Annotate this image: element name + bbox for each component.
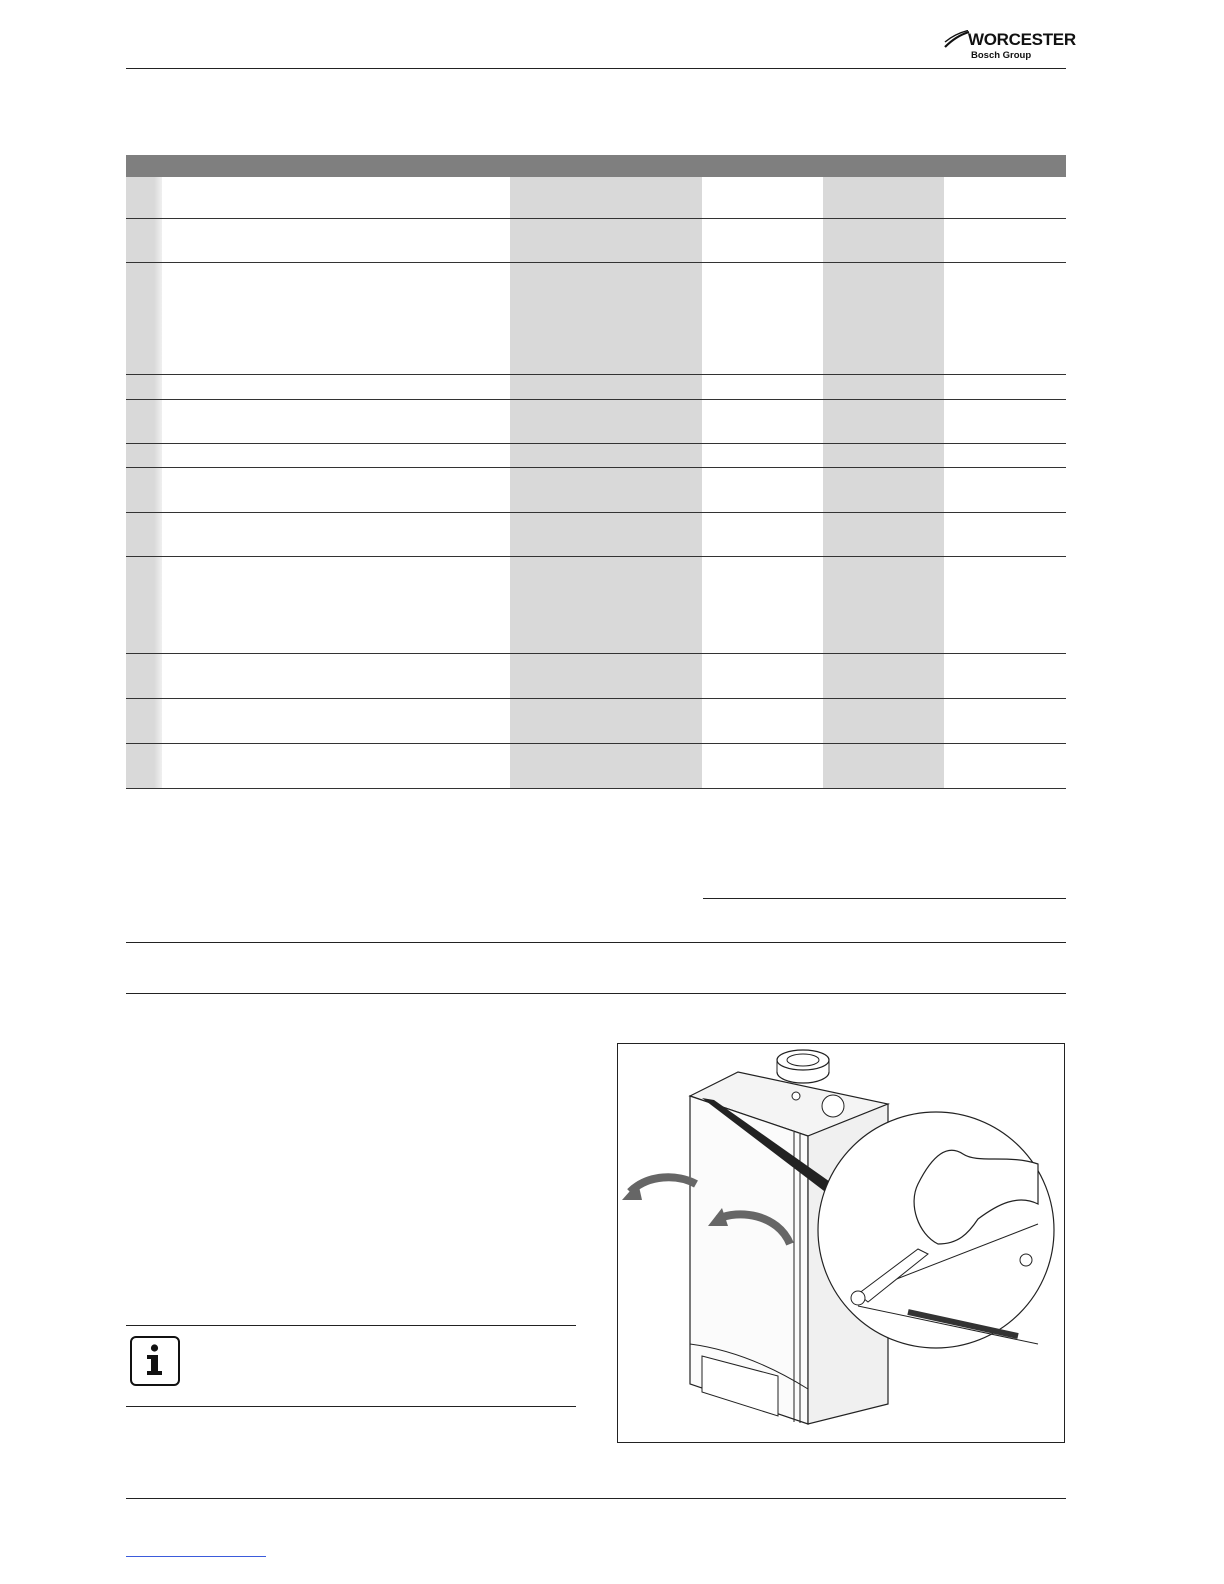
- section-rule-bottom: [126, 993, 1066, 994]
- specification-table: [126, 155, 1066, 789]
- footer-rule: [126, 1498, 1066, 1499]
- table-header-bar: [126, 155, 1066, 177]
- table-row: [126, 513, 1066, 557]
- footer-link-underline[interactable]: [126, 1556, 266, 1557]
- table-row: [126, 557, 1066, 654]
- boiler-front-panel-removal-illustration-icon: [618, 1044, 1064, 1442]
- table-row: [126, 744, 1066, 789]
- table-row: [126, 654, 1066, 699]
- table-row: [126, 219, 1066, 263]
- note-rule-top: [126, 1325, 576, 1326]
- brand-name: WORCESTER: [968, 30, 1076, 49]
- header-rule: [126, 68, 1066, 69]
- brand-logo: [944, 26, 1076, 66]
- info-icon: [130, 1336, 180, 1386]
- note-rule-bottom: [126, 1406, 576, 1407]
- table-row: [126, 699, 1066, 744]
- table-row: [126, 375, 1066, 400]
- table-row: [126, 400, 1066, 444]
- worcester-swoosh-logo-icon: [944, 30, 970, 50]
- table-row: [126, 444, 1066, 468]
- brand-subtitle: Bosch Group: [971, 50, 1032, 61]
- signature-rule: [703, 898, 1066, 899]
- figure-panel: [617, 1043, 1065, 1443]
- section-rule-top: [126, 942, 1066, 943]
- table-row: [126, 177, 1066, 219]
- table-row: [126, 263, 1066, 375]
- table-row: [126, 468, 1066, 513]
